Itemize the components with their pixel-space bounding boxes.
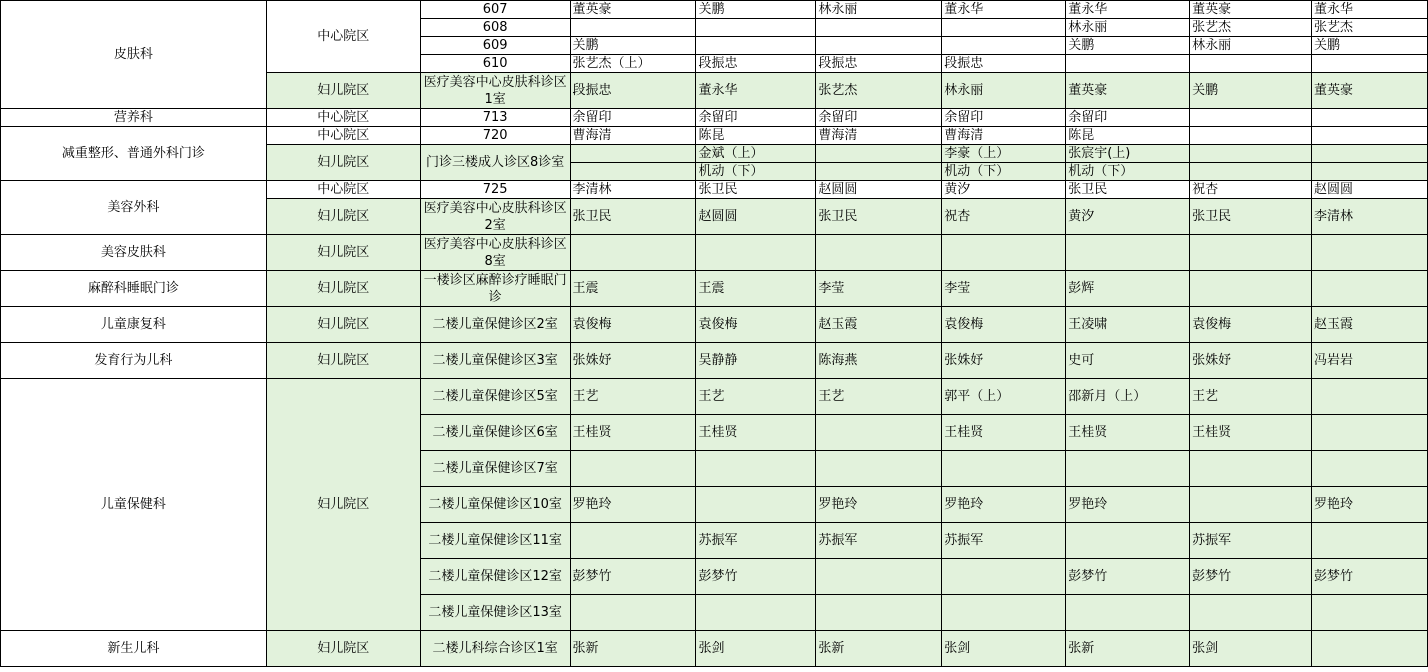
doctor-cell[interactable]: 张剑: [942, 631, 1066, 667]
campus-cell[interactable]: 妇儿院区: [266, 145, 420, 181]
room-cell[interactable]: 二楼儿童保健诊区12室: [420, 559, 570, 595]
doctor-cell[interactable]: [570, 235, 696, 271]
doctor-cell[interactable]: [1312, 523, 1428, 559]
doctor-cell[interactable]: 罗艳玲: [570, 487, 696, 523]
doctor-cell[interactable]: 郭平（上）: [942, 379, 1066, 415]
doctor-cell[interactable]: 张卫民: [1066, 181, 1190, 199]
doctor-cell[interactable]: 袁俊梅: [570, 307, 696, 343]
doctor-cell[interactable]: 曹海清: [942, 127, 1066, 145]
table-row: [1, 109, 1428, 127]
doctor-cell[interactable]: [570, 145, 696, 163]
doctor-cell[interactable]: 张艺杰: [1312, 19, 1428, 37]
doctor-cell[interactable]: 张剑: [696, 631, 816, 667]
doctor-cell[interactable]: 苏振军: [942, 523, 1066, 559]
doctor-cell[interactable]: 王艺: [696, 379, 816, 415]
room-cell[interactable]: 二楼儿童保健诊区11室: [420, 523, 570, 559]
doctor-cell[interactable]: [570, 19, 696, 37]
doctor-cell[interactable]: 张新: [1066, 631, 1190, 667]
department-cell[interactable]: 美容皮肤科: [1, 235, 267, 271]
doctor-cell[interactable]: 罗艳玲: [942, 487, 1066, 523]
doctor-cell[interactable]: 董英豪: [570, 1, 696, 19]
table-row: [1, 127, 1428, 145]
room-cell[interactable]: 医疗美容中心皮肤科诊区2室: [420, 199, 570, 235]
doctor-cell[interactable]: 冯岩岩: [1312, 343, 1428, 379]
doctor-cell[interactable]: 王艺: [816, 379, 942, 415]
doctor-cell[interactable]: 关鹏: [696, 1, 816, 19]
doctor-cell[interactable]: [1312, 235, 1428, 271]
doctor-cell[interactable]: 王震: [570, 271, 696, 307]
department-cell[interactable]: 新生儿科: [1, 631, 267, 667]
room-cell[interactable]: 门诊三楼成人诊区8诊室: [420, 145, 570, 181]
doctor-cell[interactable]: 董英豪: [1066, 73, 1190, 109]
campus-cell[interactable]: 中心院区: [266, 181, 420, 199]
doctor-cell[interactable]: [570, 163, 696, 181]
doctor-cell[interactable]: 张姝妤: [570, 343, 696, 379]
doctor-cell[interactable]: 李豪（上）: [942, 145, 1066, 163]
doctor-cell[interactable]: [1190, 55, 1312, 73]
doctor-cell[interactable]: [696, 487, 816, 523]
doctor-cell[interactable]: [1066, 55, 1190, 73]
table-row: [1, 271, 1428, 307]
doctor-cell[interactable]: [1312, 415, 1428, 451]
doctor-cell[interactable]: [1190, 163, 1312, 181]
doctor-cell[interactable]: [1066, 523, 1190, 559]
doctor-cell[interactable]: [1312, 379, 1428, 415]
doctor-cell[interactable]: 关鹏: [570, 37, 696, 55]
doctor-cell[interactable]: [816, 145, 942, 163]
doctor-cell[interactable]: 余留印: [696, 109, 816, 127]
doctor-cell[interactable]: [942, 235, 1066, 271]
room-cell[interactable]: 二楼儿科综合诊区1室: [420, 631, 570, 667]
campus-cell[interactable]: 中心院区: [266, 127, 420, 145]
table-row: [1, 181, 1428, 199]
doctor-cell[interactable]: 袁俊梅: [1190, 307, 1312, 343]
campus-cell[interactable]: 妇儿院区: [266, 73, 420, 109]
doctor-cell[interactable]: 董永华: [942, 1, 1066, 19]
doctor-cell[interactable]: 董英豪: [1312, 73, 1428, 109]
doctor-cell[interactable]: 董永华: [696, 73, 816, 109]
doctor-cell[interactable]: 苏振军: [816, 523, 942, 559]
doctor-cell[interactable]: 张艺杰: [1190, 19, 1312, 37]
department-cell[interactable]: 减重整形、普通外科门诊: [1, 127, 267, 181]
doctor-cell[interactable]: 金斌（上）: [696, 145, 816, 163]
doctor-cell[interactable]: [1190, 127, 1312, 145]
schedule-body: [1, 1, 1428, 667]
doctor-cell[interactable]: [816, 415, 942, 451]
doctor-cell[interactable]: [1312, 55, 1428, 73]
doctor-cell[interactable]: [1312, 127, 1428, 145]
doctor-cell[interactable]: [570, 595, 696, 631]
doctor-cell[interactable]: 袁俊梅: [696, 307, 816, 343]
doctor-cell[interactable]: [1312, 271, 1428, 307]
department-cell[interactable]: 发育行为儿科: [1, 343, 267, 379]
doctor-cell[interactable]: 张姝妤: [1190, 343, 1312, 379]
department-cell[interactable]: 美容外科: [1, 181, 267, 235]
campus-cell[interactable]: 妇儿院区: [266, 307, 420, 343]
doctor-cell[interactable]: [1066, 235, 1190, 271]
doctor-cell[interactable]: [942, 595, 1066, 631]
doctor-cell[interactable]: 张姝妤: [942, 343, 1066, 379]
doctor-cell[interactable]: [1312, 631, 1428, 667]
room-cell[interactable]: 607: [420, 1, 570, 19]
doctor-cell[interactable]: [816, 559, 942, 595]
doctor-cell[interactable]: 罗艳玲: [816, 487, 942, 523]
doctor-cell[interactable]: 张艺杰: [816, 73, 942, 109]
doctor-cell[interactable]: [696, 235, 816, 271]
doctor-cell[interactable]: 董英豪: [1190, 1, 1312, 19]
doctor-cell[interactable]: 段振忠: [696, 55, 816, 73]
room-cell[interactable]: 医疗美容中心皮肤科诊区8室: [420, 235, 570, 271]
room-cell[interactable]: 608: [420, 19, 570, 37]
campus-cell[interactable]: 妇儿院区: [266, 631, 420, 667]
room-cell[interactable]: 一楼诊区麻醉诊疗睡眠门诊: [420, 271, 570, 307]
campus-cell[interactable]: 妇儿院区: [266, 343, 420, 379]
room-cell[interactable]: 二楼儿童保健诊区5室: [420, 379, 570, 415]
doctor-cell[interactable]: 陈海燕: [816, 343, 942, 379]
doctor-cell[interactable]: 余留印: [942, 109, 1066, 127]
doctor-cell[interactable]: 祝杏: [1190, 181, 1312, 199]
doctor-cell[interactable]: 王桂贤: [1066, 415, 1190, 451]
doctor-cell[interactable]: 段振忠: [942, 55, 1066, 73]
doctor-cell[interactable]: 段振忠: [816, 55, 942, 73]
doctor-cell[interactable]: [1312, 109, 1428, 127]
room-cell[interactable]: 二楼儿童保健诊区3室: [420, 343, 570, 379]
doctor-cell[interactable]: [1312, 145, 1428, 163]
doctor-cell[interactable]: 张新: [570, 631, 696, 667]
doctor-cell[interactable]: 关鹏: [1190, 73, 1312, 109]
doctor-cell[interactable]: 张宸宇(上): [1066, 145, 1190, 163]
doctor-cell[interactable]: 张卫民: [1190, 199, 1312, 235]
doctor-cell[interactable]: 张卫民: [816, 199, 942, 235]
doctor-cell[interactable]: 董永华: [1312, 1, 1428, 19]
table-row: [1, 631, 1428, 667]
room-cell[interactable]: 713: [420, 109, 570, 127]
doctor-cell[interactable]: 余留印: [570, 109, 696, 127]
doctor-cell[interactable]: 林永丽: [942, 73, 1066, 109]
doctor-cell[interactable]: 李莹: [942, 271, 1066, 307]
doctor-cell[interactable]: 赵圆圆: [1312, 181, 1428, 199]
doctor-cell[interactable]: 董永华: [1066, 1, 1190, 19]
table-row: [1, 307, 1428, 343]
doctor-cell[interactable]: [1190, 145, 1312, 163]
room-cell[interactable]: 二楼儿童保健诊区10室: [420, 487, 570, 523]
doctor-cell[interactable]: 王凌啸: [1066, 307, 1190, 343]
campus-cell[interactable]: 妇儿院区: [266, 271, 420, 307]
doctor-cell[interactable]: 罗艳玲: [1312, 487, 1428, 523]
doctor-cell[interactable]: 林永丽: [1190, 37, 1312, 55]
doctor-cell[interactable]: 王桂贤: [1190, 415, 1312, 451]
room-cell[interactable]: 609: [420, 37, 570, 55]
doctor-cell[interactable]: 黄汐: [1066, 199, 1190, 235]
doctor-cell[interactable]: 史可: [1066, 343, 1190, 379]
doctor-cell[interactable]: 赵圆圆: [696, 199, 816, 235]
doctor-cell[interactable]: [696, 451, 816, 487]
doctor-cell[interactable]: 王桂贤: [570, 415, 696, 451]
doctor-cell[interactable]: [696, 19, 816, 37]
campus-cell[interactable]: 中心院区: [266, 109, 420, 127]
doctor-cell[interactable]: 赵玉霞: [816, 307, 942, 343]
room-cell[interactable]: 二楼儿童保健诊区2室: [420, 307, 570, 343]
doctor-cell[interactable]: [816, 163, 942, 181]
department-cell[interactable]: 儿童保健科: [1, 379, 267, 631]
doctor-cell[interactable]: 彭梦竹: [1066, 559, 1190, 595]
doctor-cell[interactable]: 王艺: [1190, 379, 1312, 415]
doctor-cell[interactable]: 张卫民: [570, 199, 696, 235]
doctor-cell[interactable]: [1190, 109, 1312, 127]
doctor-cell[interactable]: [1312, 595, 1428, 631]
doctor-cell[interactable]: [816, 595, 942, 631]
doctor-cell[interactable]: 苏振军: [1190, 523, 1312, 559]
doctor-cell[interactable]: 关鹏: [1312, 37, 1428, 55]
doctor-cell[interactable]: 王桂贤: [696, 415, 816, 451]
doctor-cell[interactable]: 张卫民: [696, 181, 816, 199]
doctor-cell[interactable]: 曹海清: [816, 127, 942, 145]
doctor-cell[interactable]: 赵圆圆: [816, 181, 942, 199]
doctor-cell[interactable]: 袁俊梅: [942, 307, 1066, 343]
doctor-cell[interactable]: 张艺杰（上）: [570, 55, 696, 73]
doctor-cell[interactable]: [1066, 451, 1190, 487]
room-cell[interactable]: 725: [420, 181, 570, 199]
doctor-cell[interactable]: [1190, 487, 1312, 523]
doctor-cell[interactable]: 王桂贤: [942, 415, 1066, 451]
department-cell[interactable]: 儿童康复科: [1, 307, 267, 343]
doctor-cell[interactable]: 罗艳玲: [1066, 487, 1190, 523]
doctor-cell[interactable]: 王震: [696, 271, 816, 307]
campus-cell[interactable]: 妇儿院区: [266, 199, 420, 235]
doctor-cell[interactable]: [696, 595, 816, 631]
table-row: [1, 1, 1428, 19]
doctor-cell[interactable]: 彭梦竹: [1312, 559, 1428, 595]
doctor-cell[interactable]: [1066, 595, 1190, 631]
doctor-cell[interactable]: 李清林: [570, 181, 696, 199]
room-cell[interactable]: 二楼儿童保健诊区13室: [420, 595, 570, 631]
doctor-cell[interactable]: 李清林: [1312, 199, 1428, 235]
doctor-cell[interactable]: 吴静静: [696, 343, 816, 379]
doctor-cell[interactable]: 赵玉霞: [1312, 307, 1428, 343]
doctor-cell[interactable]: 张新: [816, 631, 942, 667]
doctor-cell[interactable]: 机动（下）: [696, 163, 816, 181]
doctor-cell[interactable]: [696, 37, 816, 55]
doctor-cell[interactable]: 余留印: [816, 109, 942, 127]
doctor-cell[interactable]: [816, 235, 942, 271]
room-cell[interactable]: 720: [420, 127, 570, 145]
doctor-cell[interactable]: [570, 451, 696, 487]
doctor-cell[interactable]: 苏振军: [696, 523, 816, 559]
room-cell[interactable]: 610: [420, 55, 570, 73]
doctor-cell[interactable]: 彭梦竹: [570, 559, 696, 595]
table-row: [1, 235, 1428, 271]
department-cell[interactable]: 营养科: [1, 109, 267, 127]
doctor-cell[interactable]: 曹海清: [570, 127, 696, 145]
doctor-cell[interactable]: [1190, 235, 1312, 271]
doctor-cell[interactable]: [942, 559, 1066, 595]
doctor-cell[interactable]: [1190, 451, 1312, 487]
table-row: [1, 343, 1428, 379]
doctor-cell[interactable]: 段振忠: [570, 73, 696, 109]
doctor-cell[interactable]: [1190, 271, 1312, 307]
doctor-cell[interactable]: [816, 19, 942, 37]
doctor-cell[interactable]: [570, 523, 696, 559]
doctor-cell[interactable]: [942, 19, 1066, 37]
doctor-cell[interactable]: 祝杏: [942, 199, 1066, 235]
doctor-cell[interactable]: 邵新月（上）: [1066, 379, 1190, 415]
campus-cell[interactable]: 妇儿院区: [266, 235, 420, 271]
doctor-cell[interactable]: 陈昆: [696, 127, 816, 145]
doctor-cell[interactable]: 林永丽: [1066, 19, 1190, 37]
campus-cell[interactable]: 中心院区: [266, 1, 420, 73]
doctor-cell[interactable]: 王艺: [570, 379, 696, 415]
doctor-cell[interactable]: [1312, 163, 1428, 181]
doctor-cell[interactable]: 张剑: [1190, 631, 1312, 667]
doctor-cell[interactable]: 关鹏: [1066, 37, 1190, 55]
doctor-cell[interactable]: 机动（下）: [942, 163, 1066, 181]
doctor-cell[interactable]: 陈昆: [1066, 127, 1190, 145]
doctor-cell[interactable]: 林永丽: [816, 1, 942, 19]
doctor-cell[interactable]: [942, 37, 1066, 55]
doctor-cell[interactable]: [1312, 451, 1428, 487]
room-cell[interactable]: 二楼儿童保健诊区7室: [420, 451, 570, 487]
doctor-cell[interactable]: 机动（下）: [1066, 163, 1190, 181]
doctor-cell[interactable]: [942, 451, 1066, 487]
room-cell[interactable]: 二楼儿童保健诊区6室: [420, 415, 570, 451]
doctor-cell[interactable]: 李莹: [816, 271, 942, 307]
room-cell[interactable]: 医疗美容中心皮肤科诊区1室: [420, 73, 570, 109]
campus-cell[interactable]: 妇儿院区: [266, 379, 420, 631]
doctor-cell[interactable]: 黄汐: [942, 181, 1066, 199]
doctor-cell[interactable]: 余留印: [1066, 109, 1190, 127]
doctor-cell[interactable]: [816, 451, 942, 487]
table-row: [1, 379, 1428, 415]
doctor-cell[interactable]: [816, 37, 942, 55]
doctor-cell[interactable]: [1190, 595, 1312, 631]
doctor-cell[interactable]: 彭辉: [1066, 271, 1190, 307]
department-cell[interactable]: 麻醉科睡眠门诊: [1, 271, 267, 307]
department-cell[interactable]: 皮肤科: [1, 1, 267, 109]
doctor-cell[interactable]: 彭梦竹: [696, 559, 816, 595]
doctor-cell[interactable]: 彭梦竹: [1190, 559, 1312, 595]
